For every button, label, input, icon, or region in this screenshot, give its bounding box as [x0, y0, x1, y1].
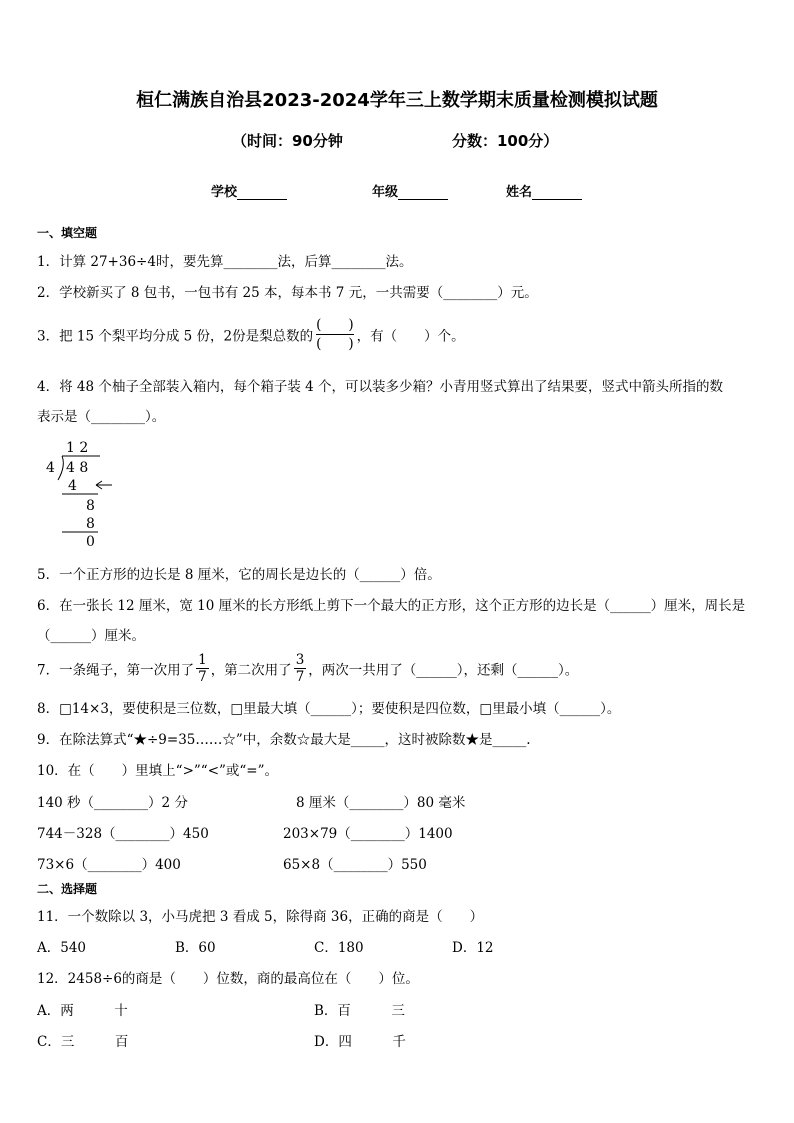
q10-item: 73×6（________）400 — [37, 857, 181, 873]
q10-item: 203×79（________）1400 — [283, 826, 453, 842]
question-4-line1: 4．将 48 个柚子全部装入箱内，每个箱子装 4 个，可以装多少箱？小青用竖式算出了结果要，竖式中箭头所指的数 — [37, 379, 724, 395]
q10-item: 8 厘米（________）80 毫米 — [296, 795, 466, 811]
question-5: 5．一个正方形的边长是 8 厘米，它的周长是边长的（______）倍。 — [37, 567, 441, 583]
question-11: 11．一个数除以 3，小马虎把 3 看成 5，除得商 36，正确的商是（ ） — [37, 909, 484, 925]
option-a[interactable]: A．540 — [37, 940, 87, 956]
fraction-numerator: ( ) — [316, 317, 354, 333]
question-8: 8．□14×3，要使积是三位数，□里最大填（______）；要使积是四位数，□里最小填（______）。 — [37, 701, 621, 717]
long-division — [42, 436, 132, 548]
section-fill-blank: 一、填空题 — [37, 226, 98, 240]
question-7-text-a: 7．一条绳子，第一次用了 — [37, 662, 195, 679]
question-2: 2．学校新买了 8 包书，一包书有 25 本，每本书 7 元，一共需要（________）元。 — [37, 285, 538, 301]
div-step1: 4 — [68, 478, 77, 494]
option-c[interactable]: C．三 百 — [37, 1034, 129, 1050]
question-7-text-c: ，两次一共用了（______），还剩（______）。 — [308, 662, 579, 679]
fraction-denominator: ( ) — [316, 336, 354, 352]
school-label: 学校 — [211, 185, 238, 200]
question-12: 12．2458÷6的商是（ ）位数，商的最高位在（ ）位。 — [37, 971, 419, 987]
div-dividend: 4 8 — [66, 460, 89, 476]
question-1: 1．计算 27+36÷4时，要先算________法，后算________法。 — [37, 254, 413, 270]
question-3-fraction[interactable] — [316, 316, 354, 353]
question-4-line2: 表示是（________）。 — [37, 409, 166, 425]
fraction-1-7 — [196, 652, 209, 685]
grade-label: 年级 — [372, 185, 399, 200]
fraction-3-7 — [294, 652, 307, 685]
question-6-line2: （______）厘米。 — [37, 628, 145, 644]
name-field[interactable] — [506, 181, 582, 200]
fraction-numerator: 3 — [295, 652, 305, 668]
question-6-line1: 6．在一张长 12 厘米，宽 10 厘米的长方形纸上剪下一个最大的正方形，这个正方形的边长是（______）厘米，周长是 — [37, 598, 746, 614]
name-label: 姓名 — [506, 185, 533, 200]
question-7-text-b: ，第二次用了 — [210, 662, 292, 679]
section-multiple-choice: 二、选择题 — [37, 882, 98, 896]
school-field[interactable] — [211, 181, 287, 200]
question-3 — [37, 316, 465, 353]
score-label: 分数：100分） — [452, 132, 559, 150]
option-b[interactable]: B．百 三 — [314, 1003, 405, 1019]
question-7 — [37, 652, 578, 685]
div-quotient: 1 2 — [66, 440, 89, 456]
question-9: 9．在除法算式“★÷9=35……☆”中，余数☆最大是_____，这时被除数★是_____. — [37, 732, 531, 748]
option-b[interactable]: B．60 — [175, 940, 216, 956]
option-d[interactable]: D．12 — [452, 940, 494, 956]
question-3-text: 3．把 15 个梨平均分成 5 份，2份是梨总数的 — [37, 328, 314, 345]
div-remainder: 0 — [86, 534, 95, 548]
arrow-icon — [96, 481, 112, 489]
question-10: 10．在（ ）里填上“>”“<”或“=”。 — [37, 763, 279, 779]
option-a[interactable]: A．两 十 — [37, 1003, 128, 1019]
option-c[interactable]: C．180 — [314, 940, 364, 956]
div-step3: 8 — [86, 516, 95, 532]
grade-field[interactable] — [372, 181, 448, 200]
page-title: 桓仁满族自治县2023-2024学年三上数学期末质量检测模拟试题 — [136, 90, 658, 111]
fraction-denominator: 7 — [198, 669, 207, 685]
div-divisor: 4 — [46, 460, 55, 476]
option-d[interactable]: D．四 千 — [314, 1034, 406, 1050]
question-3-tail: ，有（ ）个。 — [356, 328, 465, 345]
q10-item: 65×8（________）550 — [283, 857, 427, 873]
fraction-denominator: 7 — [295, 669, 305, 685]
q10-item: 140 秒（________）2 分 — [37, 795, 188, 811]
fraction-numerator: 1 — [198, 652, 207, 668]
q10-item: 744－328（________）450 — [37, 826, 209, 842]
div-step2: 8 — [86, 498, 95, 514]
time-label: （时间：90分钟 — [232, 132, 343, 150]
